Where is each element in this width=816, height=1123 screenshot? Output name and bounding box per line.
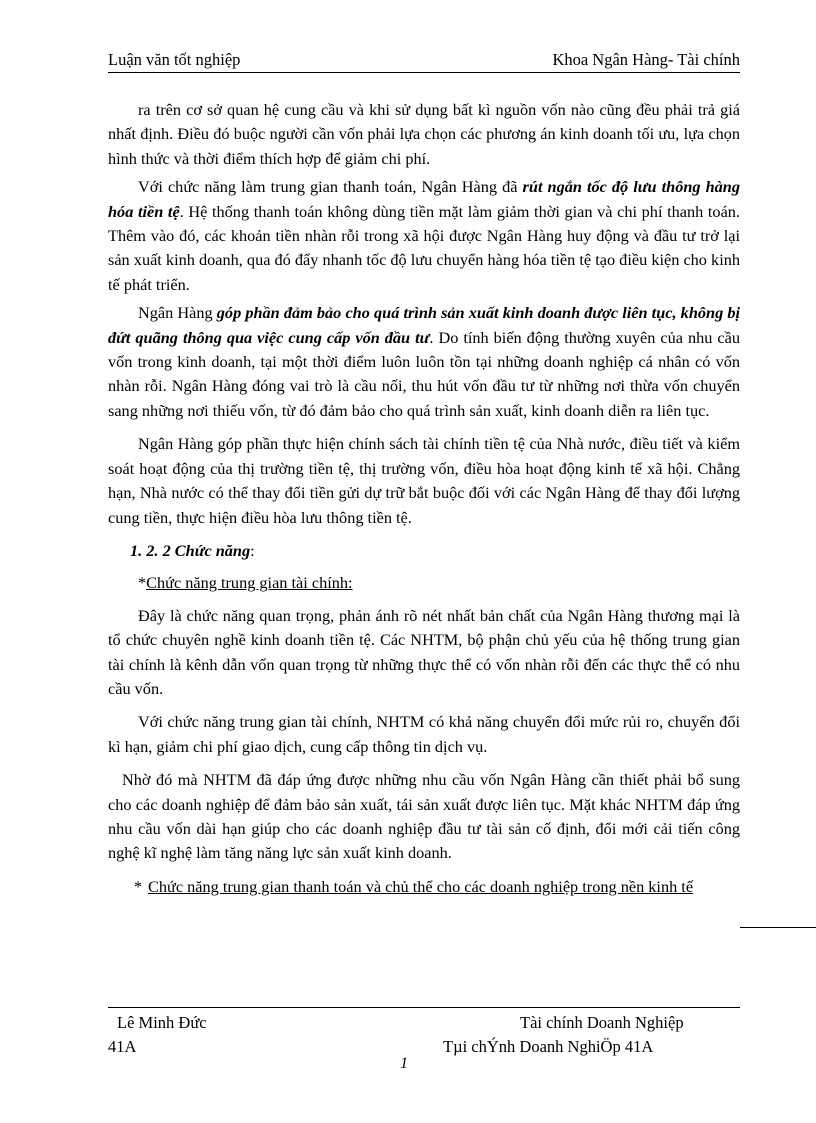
paragraph-2: Với chức năng làm trung gian thanh toán, Ngân Hàng đã rút ngắn tốc độ lưu thông hàng hóa tiền tệ. Hệ thống thanh toán không dùng tiền mặt làm giảm thời gian và chi phí thanh toán. Thêm vào đó, các khoản tiền nhàn rỗi trong xã hội được Ngân Hàng huy động và đầu tư trở lại sản xuất kinh doanh, qua đó đẩy nhanh tốc độ lưu chuyển hàng hóa tiền tệ tạo điều kiện cho kinh tế phát triển. [108, 177, 741, 294]
paragraph-4: Ngân Hàng góp phần thực hiện chính sách tài chính tiền tệ của Nhà nước, điều tiết và kiểm soát hoạt động của thị trường tiền tệ, thị trường vốn, điều hòa hoạt động kinh tế xã hội. Chẳng hạn, Nhà nước có thể thay đổi tiền gửi dự trữ bắt buộc đối với các Ngân Hàng để thay đổi lượng cung tiền, thực hiện điều hòa lưu thông tiền tệ. [108, 434, 740, 527]
emphasis-text: góp phần đảm bảo cho quá trình sản xuất kinh doanh được liên tục, không bị đứt quãng thông qua việc cung cấp vốn đầu tư [108, 303, 740, 347]
paragraph-6: Với chức năng trung gian tài chính, NHTM có khả năng chuyển đổi mức rủi ro, chuyển đổi kì hạn, giảm chi phí giao dịch, cung cấp thông tin dịch vụ. [108, 712, 740, 756]
subheading-financial-intermediary: *Chức năng trung gian tài chính: [138, 573, 353, 593]
document-body [108, 98, 740, 907]
paragraph-3: Ngân Hàng góp phần đảm bảo cho quá trình sản xuất kinh doanh được liên tục, không bị đứt quãng thông qua việc cung cấp vốn đầu tư. Do tính biến động thường xuyên của nhu cầu vốn trong kinh doanh, tại một thời điểm luôn luôn tồn tại những doanh nghiệp cá nhân có vốn nhàn rỗi. Ngân Hàng đóng vai trò là cầu nối, thu hút vốn đầu tư từ những nơi thừa vốn chuyển sang những nơi thiếu vốn, từ đó đảm bảo cho quá trình sản xuất, kinh doanh diễn ra liên tục. [108, 303, 740, 420]
underline-overflow-rule [740, 927, 816, 928]
subheading-payment-intermediary: * Chức năng trung gian thanh toán và chủ thể cho các doanh nghiệp trong nền kinh tế [134, 876, 694, 896]
header-faculty: Khoa Ngân Hàng- Tài chính [552, 50, 740, 69]
paragraph-5: Đây là chức năng quan trọng, phản ánh rõ nét nhất bản chất của Ngân Hàng thương mại là tổ chức chuyên nghề kinh doanh tiền tệ. Các NHTM, bộ phận chủ yếu của hệ thống trung gian tài chính là kênh dẫn vốn quan trọng từ những thực thể có vốn nhàn rỗi đến các thực thể có nhu cầu vốn. [108, 605, 740, 698]
footer-class: 41A [108, 1037, 137, 1056]
footer-department-garbled: Tµi chÝnh Doanh NghiÖp 41A [443, 1037, 654, 1056]
page-number: 1 [400, 1055, 408, 1072]
footer-author: Lê Minh Đức [117, 1013, 207, 1032]
header-thesis-title: Luận văn tốt nghiệp [108, 50, 241, 69]
footer-department: Tài chính Doanh Nghiệp [520, 1013, 684, 1032]
paragraph-1: ra trên cơ sở quan hệ cung cầu và khi sử dụng bất kì nguồn vốn nào cũng đều phải trả giá nhất định. Điều đó buộc người cần vốn phải lựa chọn các phương án kinh doanh tối ưu, lựa chọn hình thức và thời điểm thích hợp để giảm chi phí. [108, 100, 740, 168]
emphasis-text: rút ngắn tốc độ lưu thông hàng hóa tiền tệ [108, 177, 740, 221]
paragraph-7: Nhờ đó mà NHTM đã đáp ứng được những nhu cầu vốn Ngân Hàng cần thiết phải bổ sung cho các doanh nghiệp để đảm bảo sản xuất, tái sản xuất được liên tục. Mặt khác NHTM đáp ứng nhu cầu vốn dài hạn giúp cho các doanh nghiệp đầu tư tài sản cố định, đổi mới cải tiến công nghệ kĩ nghệ làm tăng năng lực sản xuất kinh doanh. [108, 770, 740, 863]
footer-divider [108, 1007, 740, 1008]
page-header [108, 48, 740, 73]
section-heading: 1. 2. 2 Chức năng: [130, 540, 255, 560]
